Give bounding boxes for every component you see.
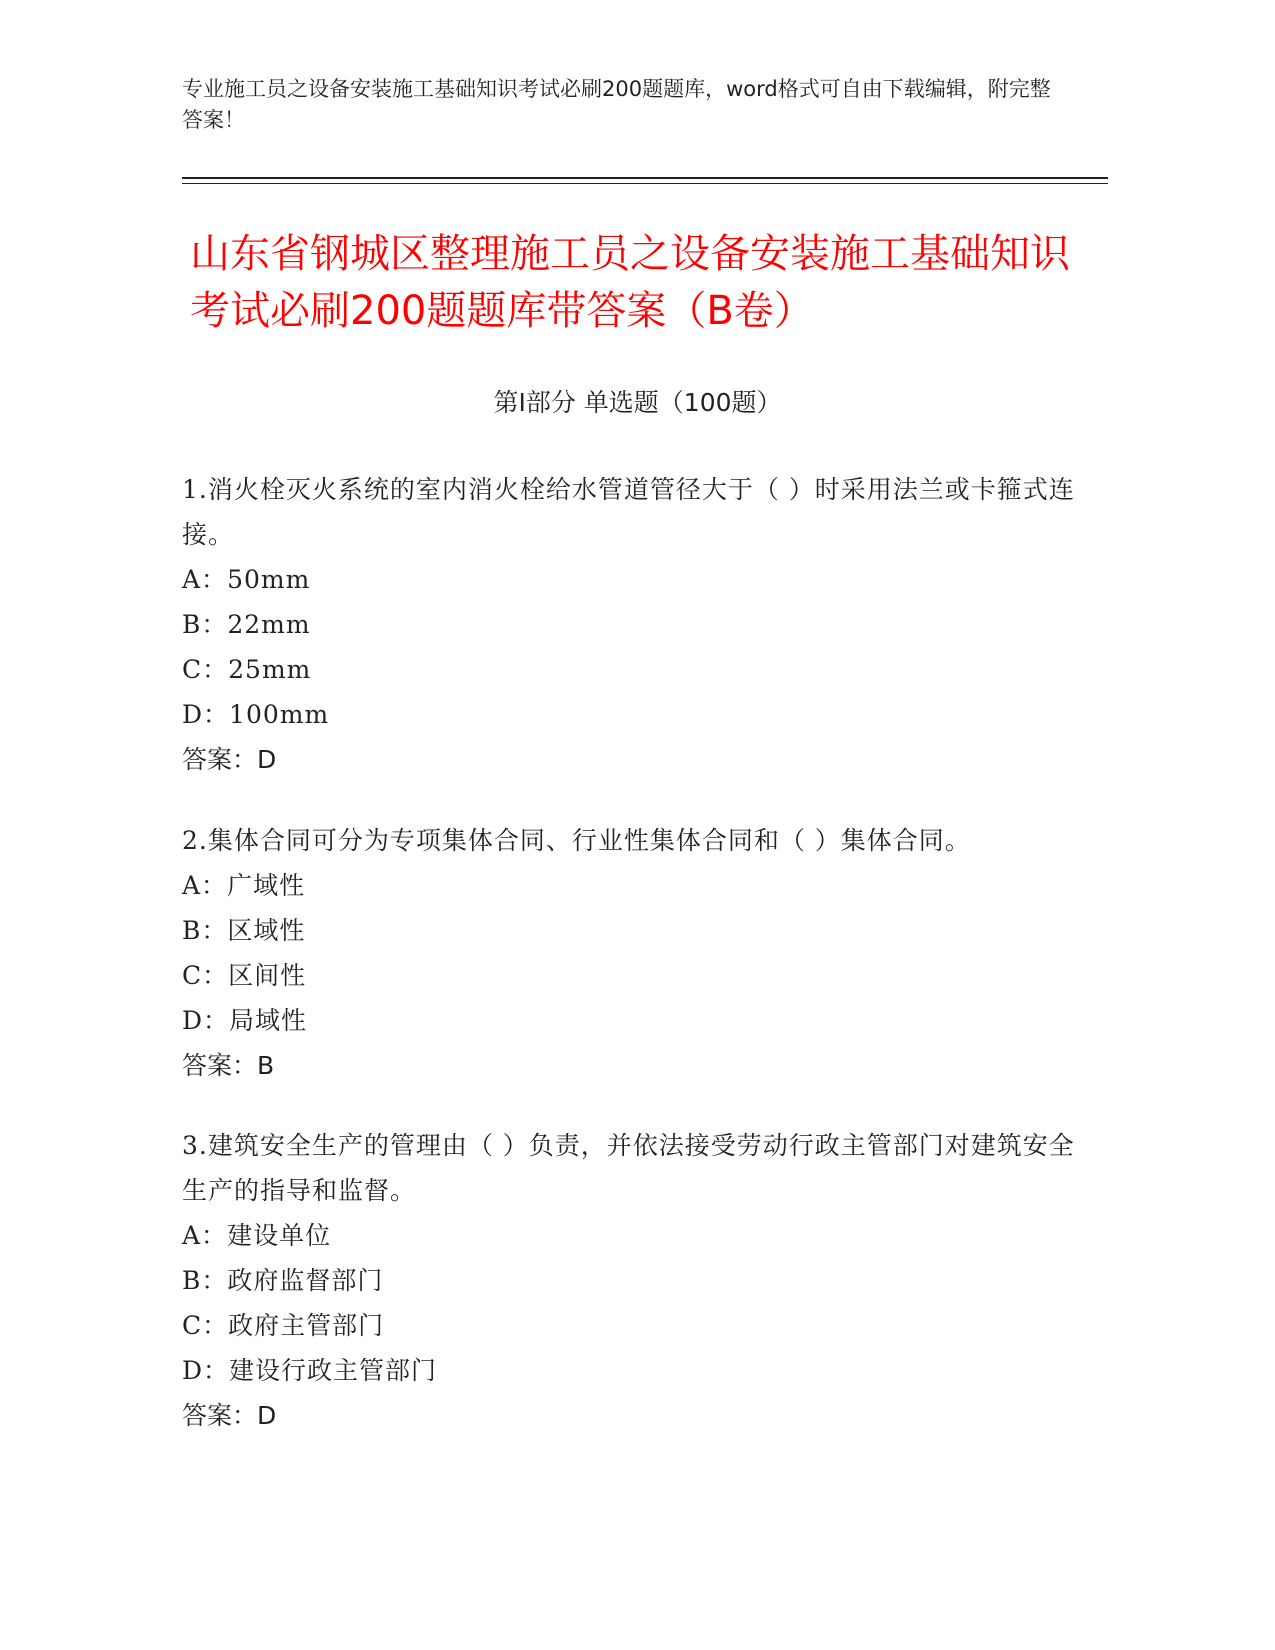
question-3 xyxy=(182,1123,1082,1438)
question-stem: 1.消火栓灭火系统的室内消火栓给水管道管径大于（ ）时采用法兰或卡箍式连接。 xyxy=(182,475,1075,549)
option-key: D： xyxy=(182,1006,230,1035)
option-text: 局域性 xyxy=(229,1006,308,1035)
option-text: 政府主管部门 xyxy=(228,1311,385,1340)
section-title: 第Ⅰ部分 单选题（100题） xyxy=(493,388,782,417)
option-a xyxy=(182,1213,1082,1258)
option-key: C： xyxy=(182,961,229,990)
option-text: 建设单位 xyxy=(227,1221,332,1250)
option-text: 100mm xyxy=(229,700,330,729)
document-title: 山东省钢城区整理施工员之设备安装施工基础知识考试必刷200题题库带答案（B卷） xyxy=(190,231,1070,334)
option-c xyxy=(182,953,1082,998)
header-note: 专业施工员之设备安装施工基础知识考试必刷200题题库，word格式可自由下载编辑，附完整答案！ xyxy=(182,77,1051,132)
header-rule-thick xyxy=(182,177,1108,179)
question-stem: 3.建筑安全生产的管理由（ ）负责，并依法接受劳动行政主管部门对建筑安全生产的指导和监督。 xyxy=(182,1131,1075,1205)
option-b xyxy=(182,908,1082,953)
option-key: A： xyxy=(182,1221,228,1250)
option-key: A： xyxy=(182,565,228,594)
option-a xyxy=(182,557,1082,602)
option-c xyxy=(182,1303,1082,1348)
option-text: 广域性 xyxy=(227,871,306,900)
option-b xyxy=(182,602,1082,647)
option-d xyxy=(182,1348,1082,1393)
option-text: 区域性 xyxy=(227,916,306,945)
option-text: 25mm xyxy=(228,655,312,684)
answer: 答案：D xyxy=(182,1401,277,1430)
option-b xyxy=(182,1258,1082,1303)
option-text: 政府监督部门 xyxy=(227,1266,384,1295)
question-1 xyxy=(182,467,1082,782)
option-key: A： xyxy=(182,871,228,900)
header-rule-thin xyxy=(182,183,1108,184)
option-key: D： xyxy=(182,700,230,729)
option-c xyxy=(182,647,1082,692)
option-key: B： xyxy=(182,1266,228,1295)
option-text: 22mm xyxy=(227,610,311,639)
option-text: 50mm xyxy=(227,565,311,594)
option-key: B： xyxy=(182,916,228,945)
answer: 答案：B xyxy=(182,1051,275,1080)
option-d xyxy=(182,692,1082,737)
option-a xyxy=(182,863,1082,908)
question-2 xyxy=(182,818,1082,1088)
option-key: B： xyxy=(182,610,228,639)
answer: 答案：D xyxy=(182,745,277,774)
question-stem: 2.集体合同可分为专项集体合同、行业性集体合同和（ ）集体合同。 xyxy=(182,826,971,855)
option-key: C： xyxy=(182,1311,229,1340)
option-text: 建设行政主管部门 xyxy=(229,1356,438,1385)
option-key: C： xyxy=(182,655,229,684)
option-key: D： xyxy=(182,1356,230,1385)
option-text: 区间性 xyxy=(228,961,307,990)
option-d xyxy=(182,998,1082,1043)
